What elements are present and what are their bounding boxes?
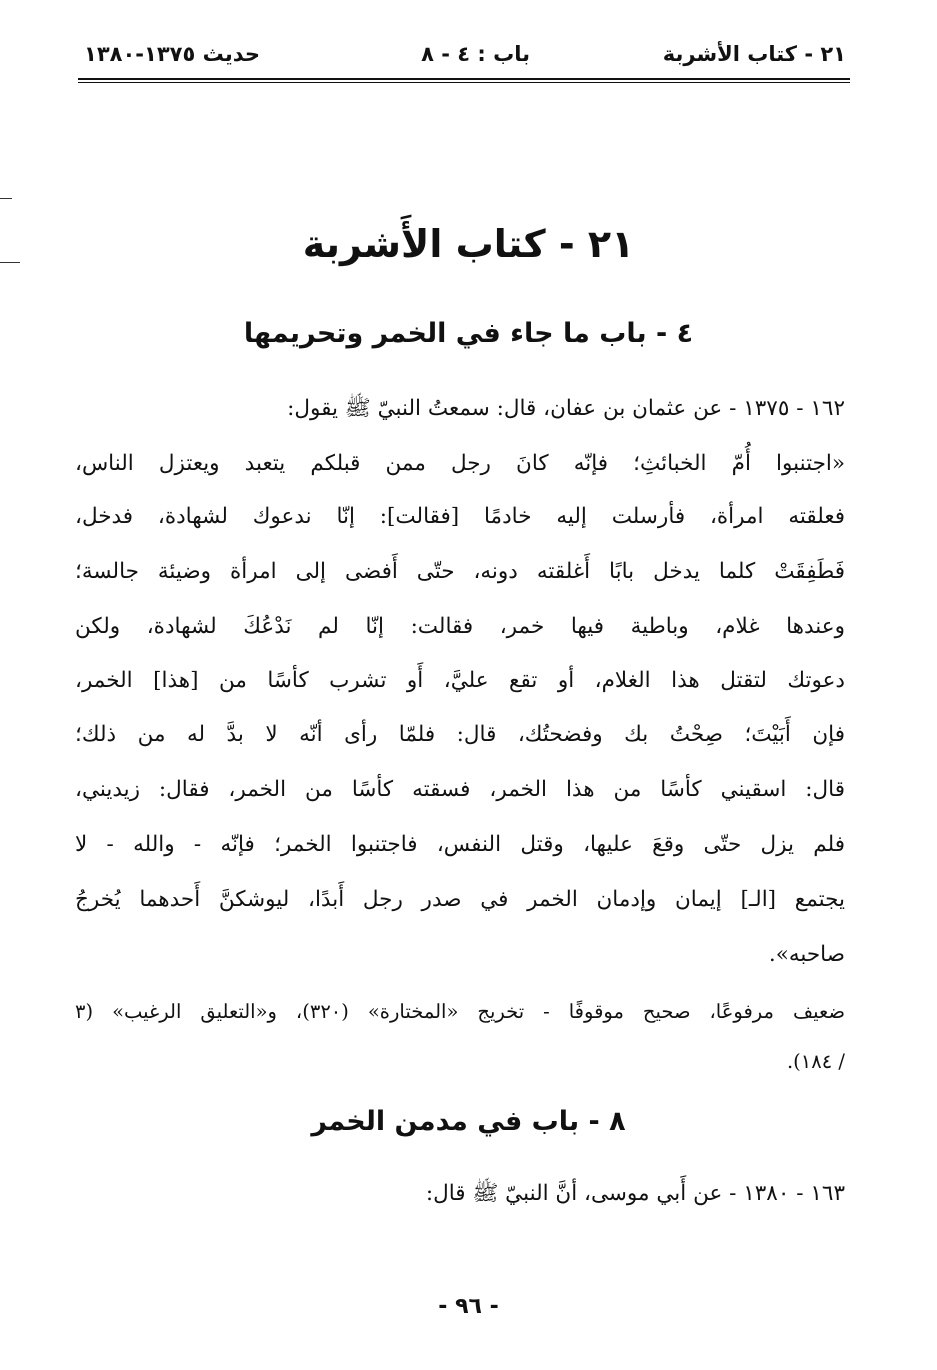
grade-line: ضعيف مرفوعًا، صحيح موقوفًا - تخريج «المختارة» (٣٢٠)، و«التعليق الرغيب» (٣ (75, 1000, 846, 1023)
hadith-line: قال: اسقيني كأسًا من هذا الخمر، فسقته كأسًا من الخمر، فقال: زيديني، (75, 777, 845, 802)
header-chapter: ٢١ - كتاب الأشربة (662, 42, 846, 66)
running-header (78, 36, 850, 76)
header-bab-range: باب : ٤ - ٨ (421, 42, 530, 66)
hadith-line: صاحبه». (768, 942, 845, 967)
hadith-line: دعوتك لتقتل هذا الغلام، أو تقع عليَّ، أَو تشرب كأسًا من [هذا] الخمر، (75, 668, 845, 693)
hadith-line: فعلقته امرأة، فأرسلت إليه خادمًا [فقالت]: إنّا ندعوك لشهادة، فدخل، (75, 504, 845, 529)
scan-edge-mark (0, 198, 12, 199)
hadith-line: ١٦٣ - ١٣٨٠ - عن أَبي موسى، أنَّ النبيّ ﷺ قال: (425, 1181, 845, 1206)
header-rule (78, 78, 850, 80)
hadith-line: ١٦٢ - ١٣٧٥ - عن عثمان بن عفان، قال: سمعتُ النبيّ ﷺ يقول: (287, 396, 845, 421)
hadith-line: «اجتنبوا أُمّ الخبائثِ؛ فإنّه كانَ رجل ممن قبلكم يتعبد ويعتزل الناس، (75, 451, 845, 476)
header-rule (78, 82, 850, 83)
section-title: ٤ - باب ما جاء في الخمر وتحريمها (243, 318, 694, 349)
hadith-line: فإن أَبَيْتَ؛ صِحْتُ بك وفضحتُك، قال: فلمّا رأى أنّه لا بدَّ له من ذلك؛ (75, 722, 845, 747)
page-number: - ٩٦ - (438, 1294, 499, 1319)
hadith-line: فلم يزل حتّى وقعَ عليها، وقتل النفس، فاجتنبوا الخمر؛ فإنّه - والله - لا (75, 832, 845, 857)
hadith-line: يجتمع [الـ] إيمان وإدمان الخمر في صدر رجل أَبدًا، ليوشكنَّ أَحدهما يُخرجُ (75, 887, 845, 912)
hadith-line: وعندها غلام، وباطية فيها خمر، فقالت: إنّا لم نَدْعُكَ لشهادة، ولكن (75, 614, 845, 639)
grade-line: / ١٨٤). (786, 1050, 845, 1073)
chapter-title: ٢١ - كتاب الأَشربة (302, 222, 635, 266)
section-title: ٨ - باب في مدمن الخمر (311, 1106, 626, 1137)
header-hadith-range: حديث ١٣٧٥-١٣٨٠ (84, 42, 260, 66)
hadith-line: فَطَفِقَتْ كلما يدخل بابًا أَغلقته دونه، حتّى أَفضى إلى امرأة وضيئة جالسة؛ (75, 559, 845, 584)
